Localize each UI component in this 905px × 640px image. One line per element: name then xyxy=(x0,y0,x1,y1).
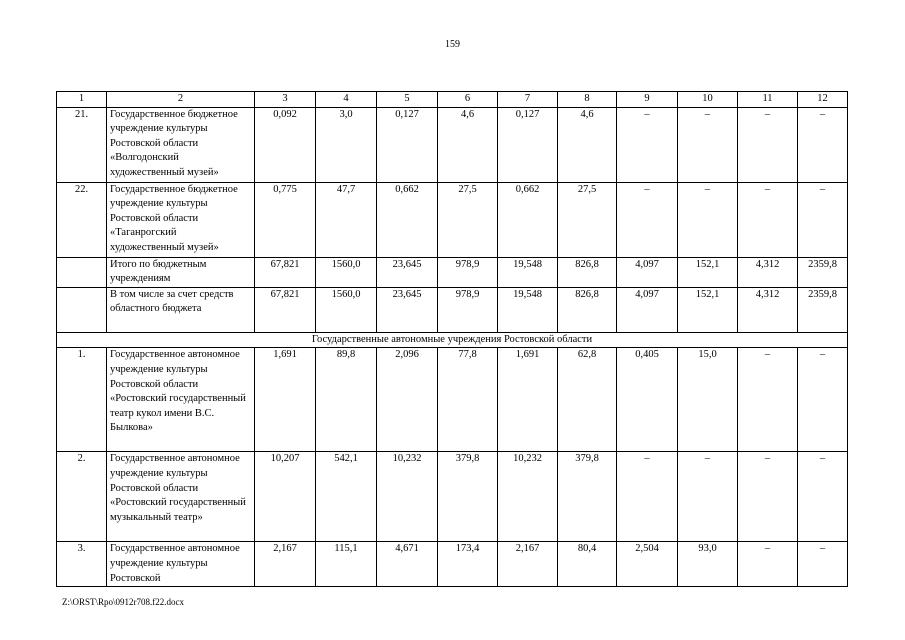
value-cell: – xyxy=(798,182,848,257)
value-cell: 1560,0 xyxy=(316,287,377,332)
value-cell: 826,8 xyxy=(558,287,617,332)
value-cell: 4,671 xyxy=(377,542,438,587)
value-cell: 4,097 xyxy=(617,257,678,287)
institution-name-cell: Государственное автономное учреждение культуры Ростовской области «Ростовский государственный музыкальный театр» xyxy=(107,452,255,542)
value-cell: – xyxy=(798,452,848,542)
value-cell: 23,645 xyxy=(377,257,438,287)
value-cell: 2359,8 xyxy=(798,257,848,287)
value-cell: – xyxy=(738,182,798,257)
value-cell: 0,127 xyxy=(498,107,558,182)
table-row xyxy=(57,452,848,542)
institution-name-cell: Государственное бюджетное учреждение культуры Ростовской области «Таганрогский художественный музей» xyxy=(107,182,255,257)
institution-name-cell: Государственное автономное учреждение культуры Ростовской области «Ростовский государственный театр кукол имени В.С. Былкова» xyxy=(107,348,255,452)
value-cell: – xyxy=(678,107,738,182)
row-number-cell: 21. xyxy=(57,107,107,182)
value-cell: 0,775 xyxy=(255,182,316,257)
value-cell: – xyxy=(798,542,848,587)
value-cell: 152,1 xyxy=(678,287,738,332)
column-header: 12 xyxy=(798,92,848,108)
table-row xyxy=(57,107,848,182)
section-header-row xyxy=(57,332,848,348)
value-cell: – xyxy=(798,107,848,182)
header-row xyxy=(57,92,848,108)
row-number-cell: 22. xyxy=(57,182,107,257)
value-cell: 67,821 xyxy=(255,287,316,332)
value-cell: 4,6 xyxy=(558,107,617,182)
value-cell: – xyxy=(738,452,798,542)
page-number: 159 xyxy=(445,39,460,50)
value-cell: – xyxy=(738,542,798,587)
row-number-cell xyxy=(57,287,107,332)
value-cell: 542,1 xyxy=(316,452,377,542)
section-title: Государственные автономные учреждения Ростовской области xyxy=(57,332,848,348)
table-row xyxy=(57,348,848,452)
value-cell: 47,7 xyxy=(316,182,377,257)
value-cell: 4,312 xyxy=(738,257,798,287)
value-cell: 379,8 xyxy=(438,452,498,542)
column-header: 4 xyxy=(316,92,377,108)
footer-file-path: Z:\ORST\Rpo\0912r708.f22.docx xyxy=(62,597,184,607)
column-header: 1 xyxy=(57,92,107,108)
value-cell: 115,1 xyxy=(316,542,377,587)
value-cell: – xyxy=(738,107,798,182)
value-cell: – xyxy=(678,452,738,542)
value-cell: 978,9 xyxy=(438,257,498,287)
value-cell: – xyxy=(798,348,848,452)
value-cell: 23,645 xyxy=(377,287,438,332)
value-cell: 19,548 xyxy=(498,257,558,287)
row-number-cell xyxy=(57,257,107,287)
value-cell: 2,504 xyxy=(617,542,678,587)
value-cell: 19,548 xyxy=(498,287,558,332)
column-header: 7 xyxy=(498,92,558,108)
data-table xyxy=(56,91,848,587)
institution-name-cell: Итого по бюджетным учреждениям xyxy=(107,257,255,287)
value-cell: 27,5 xyxy=(438,182,498,257)
institution-name-cell: Государственное автономное учреждение культуры Ростовской xyxy=(107,542,255,587)
value-cell: 2359,8 xyxy=(798,287,848,332)
value-cell: 89,8 xyxy=(316,348,377,452)
value-cell: 77,8 xyxy=(438,348,498,452)
value-cell: 15,0 xyxy=(678,348,738,452)
value-cell: 62,8 xyxy=(558,348,617,452)
value-cell: – xyxy=(617,182,678,257)
column-header: 2 xyxy=(107,92,255,108)
value-cell: – xyxy=(738,348,798,452)
value-cell: 1,691 xyxy=(498,348,558,452)
value-cell: 2,167 xyxy=(498,542,558,587)
table-row xyxy=(57,287,848,332)
column-header: 11 xyxy=(738,92,798,108)
value-cell: 0,662 xyxy=(377,182,438,257)
value-cell: 379,8 xyxy=(558,452,617,542)
value-cell: 10,232 xyxy=(377,452,438,542)
value-cell: 978,9 xyxy=(438,287,498,332)
institution-name-cell: Государственное бюджетное учреждение культуры Ростовской области «Волгодонский художественный музей» xyxy=(107,107,255,182)
row-number-cell: 3. xyxy=(57,542,107,587)
value-cell: 1560,0 xyxy=(316,257,377,287)
column-header: 8 xyxy=(558,92,617,108)
value-cell: 67,821 xyxy=(255,257,316,287)
value-cell: 27,5 xyxy=(558,182,617,257)
institution-name-cell: В том числе за счет средств областного бюджета xyxy=(107,287,255,332)
column-header: 6 xyxy=(438,92,498,108)
value-cell: 4,312 xyxy=(738,287,798,332)
value-cell: 2,096 xyxy=(377,348,438,452)
value-cell: 0,662 xyxy=(498,182,558,257)
value-cell: 2,167 xyxy=(255,542,316,587)
value-cell: 0,405 xyxy=(617,348,678,452)
value-cell: 93,0 xyxy=(678,542,738,587)
value-cell: – xyxy=(617,452,678,542)
value-cell: 0,092 xyxy=(255,107,316,182)
table-row xyxy=(57,257,848,287)
column-header: 5 xyxy=(377,92,438,108)
value-cell: 826,8 xyxy=(558,257,617,287)
value-cell: 80,4 xyxy=(558,542,617,587)
value-cell: 10,207 xyxy=(255,452,316,542)
value-cell: 10,232 xyxy=(498,452,558,542)
value-cell: – xyxy=(678,182,738,257)
value-cell: 4,097 xyxy=(617,287,678,332)
row-number-cell: 2. xyxy=(57,452,107,542)
value-cell: 152,1 xyxy=(678,257,738,287)
column-header: 9 xyxy=(617,92,678,108)
table-row xyxy=(57,542,848,587)
column-header: 10 xyxy=(678,92,738,108)
table-row xyxy=(57,182,848,257)
column-header: 3 xyxy=(255,92,316,108)
value-cell: 3,0 xyxy=(316,107,377,182)
value-cell: – xyxy=(617,107,678,182)
row-number-cell: 1. xyxy=(57,348,107,452)
value-cell: 173,4 xyxy=(438,542,498,587)
value-cell: 4,6 xyxy=(438,107,498,182)
value-cell: 1,691 xyxy=(255,348,316,452)
value-cell: 0,127 xyxy=(377,107,438,182)
